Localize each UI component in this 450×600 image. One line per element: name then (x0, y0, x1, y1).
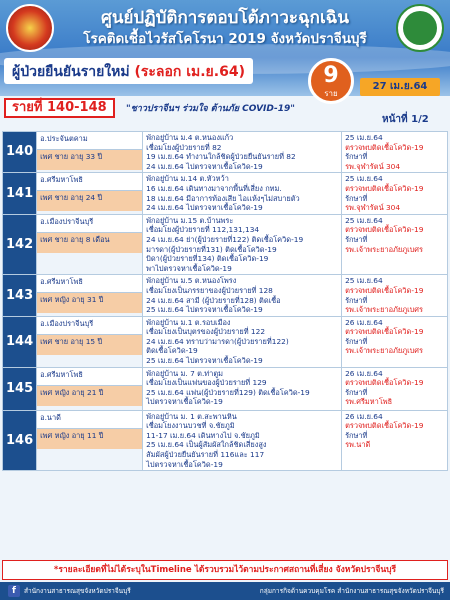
result-line: รพ.เจ้าพระยาอภัยภูเบศร (345, 346, 423, 356)
report-date: 27 เม.ย.64 (360, 78, 440, 96)
case-patient (37, 386, 142, 406)
result-line: ตรวจพบติดเชื้อโควิด-19 (345, 183, 424, 193)
case-result (342, 275, 448, 316)
case-district: อ.ศรีมหาโพธิ (37, 173, 142, 191)
footer-left-text: สำนักงานสาธารณสุขจังหวัดปราจีนบุรี (24, 587, 131, 595)
page-title: ศูนย์ปฏิบัติการตอบโต้ภาวะฉุกเฉิน (101, 8, 349, 28)
cases-table (2, 131, 448, 471)
case-age: อายุ 31 ปี (71, 295, 104, 305)
timeline-line: พักอยู่บ้าน ม.15 ต.บ้านพระ (146, 215, 234, 225)
result-line: รพ.ศรีมหาโพธิ (345, 397, 393, 407)
case-timeline (143, 173, 342, 214)
case-sex: เพศ ชาย (40, 336, 69, 346)
case-timeline (143, 367, 342, 410)
timeline-line: ติดเชื้อโควิด-19 (146, 346, 198, 356)
case-info (37, 132, 143, 173)
case-timeline (143, 316, 342, 367)
result-line: 26 เม.ย.64 (345, 411, 383, 421)
timeline-line: พักอยู่บ้าน ม.1 ต.รอบเมือง (146, 317, 231, 327)
case-district: อ.เมืองปราจีนบุรี (37, 317, 142, 335)
case-patient (37, 429, 142, 449)
timeline-line: พักอยู่บ้าน ม. 1 ต.สะพานหิน (146, 411, 237, 421)
case-id: 141 (3, 173, 37, 214)
table-row (3, 316, 448, 367)
case-age: อายุ 15 ปี (70, 336, 103, 346)
case-age: อายุ 33 ปี (70, 152, 103, 161)
case-timeline (143, 275, 342, 316)
case-district: อ.นาดี (37, 411, 142, 429)
timeline-line: พักอยู่บ้าน ม. 7 ต.ท่าตูม (146, 368, 223, 378)
case-age: อายุ 11 ปี (71, 430, 104, 440)
case-sex: เพศ ชาย (40, 193, 69, 203)
timeline-line: ไปตรวจหาเชื้อโควิด-19 (146, 459, 223, 469)
result-line: รักษาที่ (345, 295, 368, 305)
footer-right-text: กลุ่มการกิจด้านควบคุมโรค สำนักงานสาธารณสุขจังหวัดปราจีนบุรี (259, 587, 444, 595)
result-line: ตรวจพบติดเชื้อโควิด-19 (345, 327, 424, 337)
result-line: รักษาที่ (345, 387, 368, 397)
new-cases-heading-main: ผู้ป่วยยืนยันรายใหม่ (12, 64, 130, 80)
case-sex: เพศ ชาย (40, 234, 69, 244)
case-district: อ.ประจันตคาม (37, 132, 142, 150)
case-info (37, 275, 143, 316)
timeline-line: 11-17 เม.ย.64 เดินทางไป จ.ชัยภูมิ (146, 430, 260, 440)
timeline-line: พักอยู่บ้าน ม.5 ต.หนองโพรง (146, 276, 237, 286)
timeline-line: เชื่อมโยงเป็นภรรยาของผู้ป่วยรายที่ 128 (146, 285, 273, 295)
case-patient (37, 150, 142, 170)
case-sex: เพศ ชาย (40, 152, 69, 161)
result-line: รักษาที่ (345, 336, 368, 346)
timeline-line: พาไปตรวจหาเชื้อโควิด-19 (146, 263, 232, 273)
result-line: ตรวจพบติดเชื้อโควิด-19 (345, 378, 424, 388)
result-line: ตรวจพบติดเชื้อโควิด-19 (345, 285, 424, 295)
result-line: รพ.เจ้าพระยาอภัยภูเบศร (345, 244, 423, 254)
case-timeline (143, 410, 342, 471)
case-result (342, 173, 448, 214)
result-line: 25 เม.ย.64 (345, 276, 383, 286)
timeline-line: บิดา(ผู้ป่วยรายที่134) ติดเชื้อโควิด-19 (146, 254, 269, 264)
case-result (342, 367, 448, 410)
result-line: ตรวจพบติดเชื้อโควิด-19 (345, 421, 424, 431)
case-timeline (143, 214, 342, 275)
case-info (37, 410, 143, 471)
table-row (3, 173, 448, 214)
result-line: ตรวจพบติดเชื้อโควิด-19 (345, 142, 424, 152)
case-age: อายุ 8 เดือน (70, 234, 110, 244)
timeline-line: เชื่อมโยงเป็นแฟนของผู้ป่วยรายที่ 129 (146, 378, 267, 388)
timeline-line: มารดา(ผู้ป่วยรายที่131) ติดเชื้อโควิด-19 (146, 244, 277, 254)
result-line: รักษาที่ (345, 152, 368, 162)
result-line: รพ.จุฬารัตน์ 304 (345, 161, 401, 171)
result-line: รพ.จุฬารัตน์ 304 (345, 203, 401, 213)
case-patient (37, 335, 142, 355)
page-number: หน้าที่ 1/2 (382, 114, 429, 125)
timeline-line: 19 เม.ย.64 ทำงานใกล้ชิดผู้ป่วยยืนยันรายที่ 82 (146, 152, 296, 162)
table-row (3, 132, 448, 173)
timeline-line: 24 เม.ย.64 สามี (ผู้ป่วยรายที่128) ติดเชื้อ (146, 295, 281, 305)
case-age: อายุ 21 ปี (71, 387, 104, 397)
result-line: รักษาที่ (345, 193, 368, 203)
result-line: รพ.นาดี (345, 440, 371, 450)
case-patient (37, 191, 142, 211)
timeline-line: ไปตรวจหาเชื้อโควิด-19 (146, 397, 223, 407)
case-timeline (143, 132, 342, 173)
timeline-line: 25 เม.ย.64 ไปตรวจหาเชื้อโควิด-19 (146, 305, 263, 315)
case-district: อ.ศรีมหาโพธิ (37, 368, 142, 386)
timeline-line: 24 เม.ย.64 ไปตรวจหาเชื้อโควิด-19 (146, 203, 263, 213)
case-info (37, 173, 143, 214)
case-result (342, 132, 448, 173)
result-line: 25 เม.ย.64 (345, 215, 383, 225)
case-sex: เพศ หญิง (40, 295, 70, 305)
case-id: 142 (3, 214, 37, 275)
case-range: รายที่ 140-148 (4, 98, 115, 118)
case-age: อายุ 24 ปี (70, 193, 103, 203)
footer-bar (0, 582, 450, 600)
case-id: 140 (3, 132, 37, 173)
case-district: อ.เมืองปราจีนบุรี (37, 215, 142, 233)
result-line: 26 เม.ย.64 (345, 368, 383, 378)
case-count: 9 (323, 63, 339, 88)
timeline-line: 16 เม.ย.64 เดินทางมาจากพื้นที่เสี่ยง กทม. (146, 183, 282, 193)
case-info (37, 367, 143, 410)
timeline-line: 24 เม.ย.64 ย่า(ผู้ป่วยรายที่122) ติดเชื้อโควิด-19 (146, 234, 304, 244)
new-cases-heading-paren: (ระลอก เม.ย.64) (134, 64, 245, 80)
case-info (37, 316, 143, 367)
result-line: รักษาที่ (345, 234, 368, 244)
table-row (3, 367, 448, 410)
table-row (3, 214, 448, 275)
province-seal-logo (6, 4, 54, 52)
timeline-line: 25 เม.ย.64 แฟน(ผู้ป่วยรายที่129) ติดเชื้อโควิด-19 (146, 387, 310, 397)
case-patient (37, 233, 142, 253)
slogan: "ชาวปราจีนฯ ร่วมใจ ต้านภัย COVID-19" (126, 104, 295, 114)
timeline-line: 24 เม.ย.64 ทราบว่ามารดา(ผู้ป่วยรายที่122) (146, 336, 289, 346)
case-sex: เพศ หญิง (40, 430, 70, 440)
result-line: 26 เม.ย.64 (345, 317, 383, 327)
case-id: 144 (3, 316, 37, 367)
ministry-health-logo (396, 4, 444, 52)
timeline-line: พักอยู่บ้าน ม.4 ต.หนองแก้ว (146, 133, 234, 142)
result-line: รพ.เจ้าพระยาอภัยภูเบศร (345, 305, 423, 315)
table-row (3, 410, 448, 471)
case-result (342, 410, 448, 471)
facebook-icon: f (8, 585, 20, 597)
case-info (37, 214, 143, 275)
case-result (342, 214, 448, 275)
footnote: *รายละเอียดที่ไม่ได้ระบุในTimeline ได้รวบรวมไว้ตามประกาศสถานที่เสี่ยง จังหวัดปราจีนบุรี (2, 560, 448, 580)
result-line: 25 เม.ย.64 (345, 174, 383, 184)
case-district: อ.ศรีมหาโพธิ (37, 275, 142, 293)
timeline-line: 25 เม.ย.64 ไปตรวจหาเชื้อโควิด-19 (146, 356, 263, 366)
result-line: ตรวจพบติดเชื้อโควิด-19 (345, 225, 424, 235)
page-subtitle: โรคติดเชื้อไวรัสโคโรนา 2019 จังหวัดปราจีนบุรี (83, 31, 367, 47)
table-row (3, 275, 448, 316)
result-line: 25 เม.ย.64 (345, 133, 383, 142)
new-cases-heading (4, 58, 253, 84)
case-id: 143 (3, 275, 37, 316)
case-count-unit: ราย (324, 89, 338, 98)
case-count-badge (308, 58, 354, 104)
timeline-line: เชื่อมโยงผู้ป่วยรายที่ 112,131,134 (146, 225, 260, 235)
timeline-line: 25 เม.ย.64 เป็นผู้สัมผัสใกล้ชิดเสี่ยงสูง (146, 440, 267, 450)
timeline-line: 24 เม.ย.64 ไปตรวจหาเชื้อโควิด-19 (146, 161, 263, 171)
timeline-line: 18 เม.ย.64 มีอาการท้องเสีย ไอเเห้งๆไม่สบายตัว (146, 193, 300, 203)
timeline-line: สัมผัสผู้ป่วยยืนยันรายที่ 116และ 117 (146, 450, 265, 460)
case-sex: เพศ หญิง (40, 387, 70, 397)
timeline-line: พักอยู่บ้าน ม.14 ต.หัวหว้า (146, 174, 229, 184)
case-id: 146 (3, 410, 37, 471)
timeline-line: เชื่อมโยงเป็นบุตรของผู้ป่วยรายที่ 122 (146, 327, 266, 337)
case-id: 145 (3, 367, 37, 410)
case-result (342, 316, 448, 367)
case-patient (37, 293, 142, 313)
timeline-line: เชื่อมโยงงานบวชที่ จ.ชัยภูมิ (146, 421, 235, 431)
timeline-line: เชื่อมโยงผู้ป่วยรายที่ 82 (146, 142, 222, 152)
result-line: รักษาที่ (345, 430, 368, 440)
